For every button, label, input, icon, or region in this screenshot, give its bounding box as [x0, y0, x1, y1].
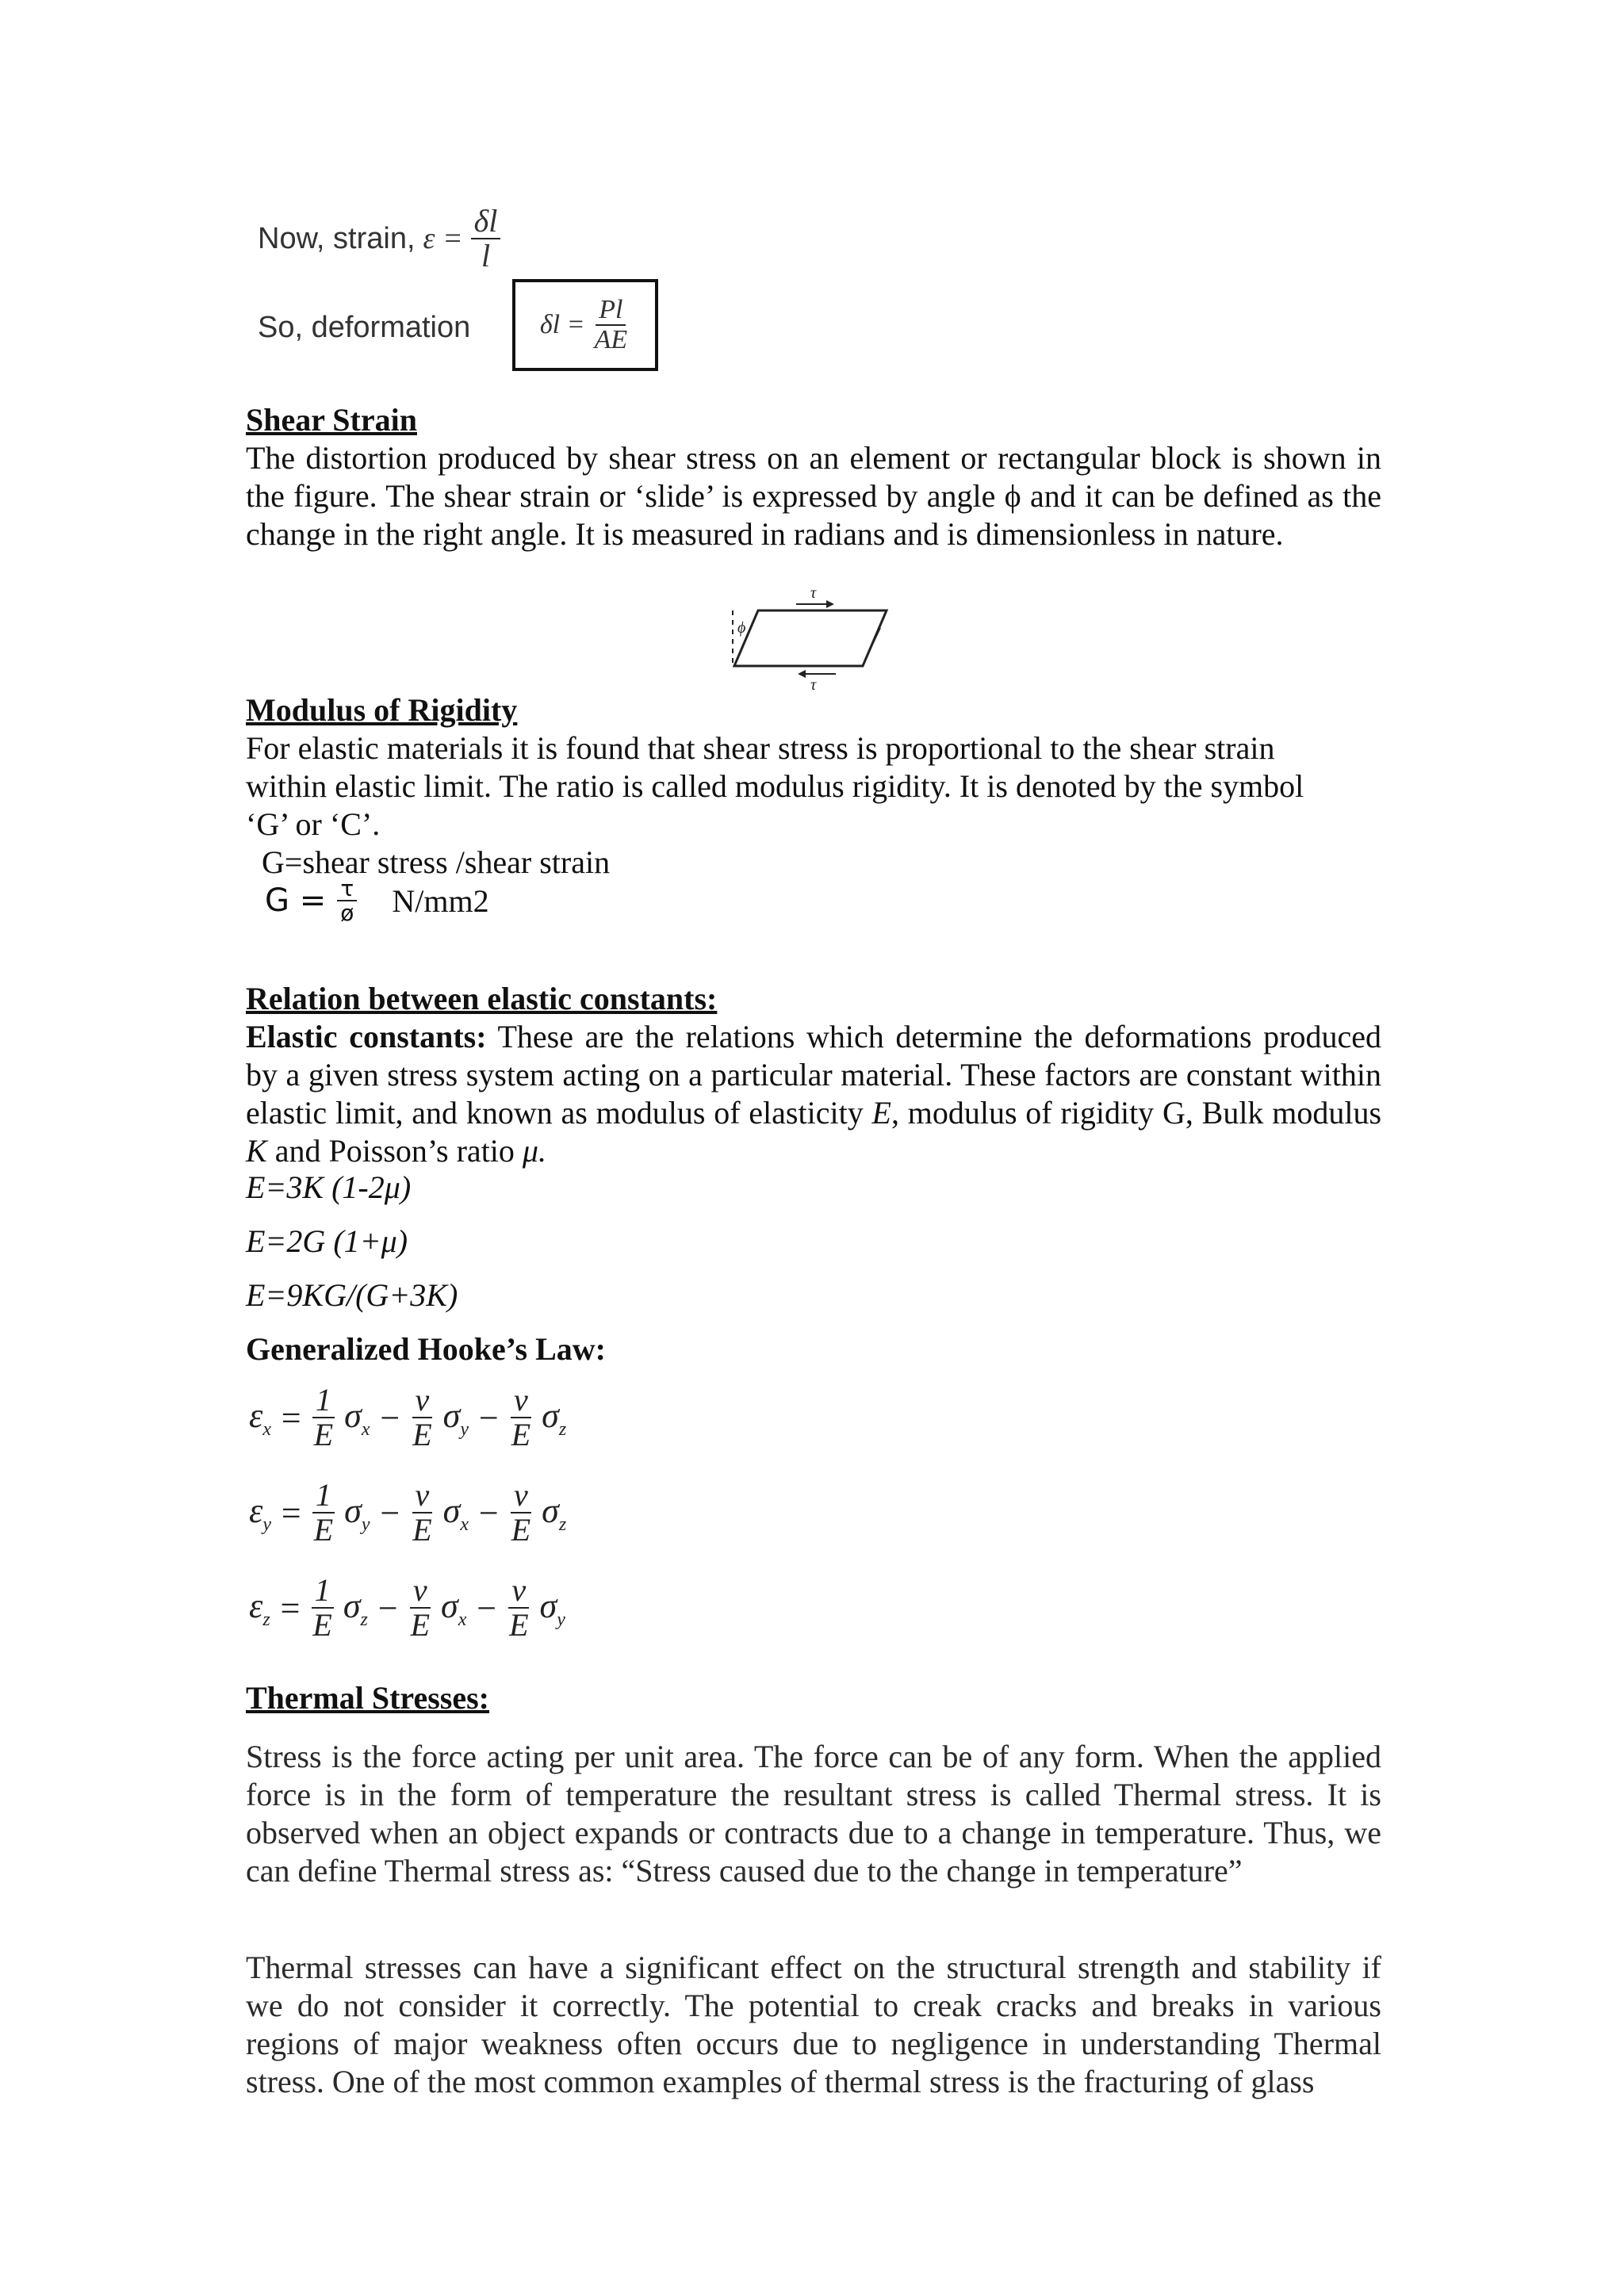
rigidity-numerator: τ: [337, 877, 357, 901]
stress-term-2-symbol: σ: [441, 1586, 458, 1625]
phi-label: ϕ: [737, 619, 746, 637]
stress-term-3-symbol: σ: [542, 1395, 559, 1435]
elastic-constants-lead: Elastic constants:: [246, 1019, 487, 1054]
term-3-fraction: [508, 1479, 534, 1547]
term-2-fraction: [408, 1574, 433, 1642]
minus-sign: −: [474, 1588, 499, 1628]
term-1-fraction-denominator: E: [313, 1417, 334, 1452]
stress-term-1-subscript: z: [360, 1609, 368, 1630]
thermal-stresses-paragraph-1: Stress is the force acting per unit area. The force can be of any form. When the applied force is in the form of temperature the resultant stress is called Thermal stress. It is observed when an object expands or contracts due to a change in temperature. Thus, we can define Thermal stress as: “Stress caused due to the change in temperature”: [246, 1739, 1381, 1888]
tau-bottom-label: τ: [810, 676, 817, 694]
strain-denominator: l: [481, 238, 491, 274]
hooke-equation-row: [249, 1560, 566, 1655]
stress-term-1-symbol: σ: [343, 1586, 361, 1625]
term-3-fraction-denominator: E: [511, 1512, 531, 1548]
stress-term-1-symbol: σ: [344, 1395, 362, 1435]
strain-symbol: ε: [249, 1586, 263, 1625]
term-2-fraction-numerator: ν: [412, 1479, 433, 1513]
stress-term-2: [443, 1490, 469, 1536]
strain-fraction: [471, 205, 501, 273]
rigidity-fraction: [337, 877, 357, 925]
shear-strain-figure: [725, 584, 899, 694]
elastic-constants-text-2: , modulus of rigidity G, Bulk modulus: [891, 1095, 1382, 1131]
deformation-label: So, deformation: [258, 311, 471, 344]
stress-term-3-subscript: z: [558, 1513, 567, 1535]
minus-sign: −: [477, 1398, 500, 1437]
term-2-fraction-denominator: E: [410, 1607, 431, 1643]
strain-symbol: ε: [249, 1395, 263, 1435]
now-strain-label: Now, strain,: [258, 221, 416, 255]
term-1-fraction-denominator: E: [313, 1512, 334, 1548]
rigidity-formula-text: G=shear stress /shear strain: [262, 844, 611, 880]
hooke-equation-row: [249, 1370, 566, 1465]
shear-strain-heading: Shear Strain: [246, 402, 417, 438]
strain-symbol: ε: [249, 1490, 263, 1530]
tau-bottom-arrowhead: [798, 670, 806, 678]
stress-term-2: [441, 1586, 466, 1631]
equation-e-9kg: E=9KG/(G+3K): [246, 1277, 458, 1313]
term-1-fraction-denominator: E: [312, 1607, 332, 1643]
term-3-fraction-denominator: E: [511, 1417, 531, 1452]
stress-term-3: [542, 1395, 566, 1441]
strain-numerator: δl: [471, 205, 501, 239]
strain-equation: [258, 205, 500, 273]
term-2-fraction-numerator: ν: [412, 1383, 433, 1418]
strain-x: [249, 1395, 271, 1441]
equals-sign: =: [279, 1493, 303, 1533]
stress-term-2-subscript: x: [458, 1609, 467, 1630]
shear-strain-paragraph: The distortion produced by shear stress on an element or rectangular block is shown in the figure. The shear strain or ‘slide’ is expressed by angle ϕ and it can be defined as the change in the right angle. It is measured in radians and is dimensionless in nature.: [246, 440, 1381, 552]
rigidity-units: N/mm2: [392, 882, 489, 919]
term-1-fraction: [309, 1574, 335, 1642]
term-1-fraction-numerator: 1: [312, 1574, 334, 1609]
thermal-stresses-heading: Thermal Stresses:: [246, 1680, 489, 1716]
hookes-law-equations: [249, 1370, 566, 1655]
stress-term-2-subscript: x: [460, 1513, 469, 1535]
stress-term-3-subscript: y: [557, 1609, 565, 1630]
stress-term-2-symbol: σ: [442, 1490, 461, 1530]
elastic-constants-text: These are the relations which determine the deformations produced by a given stress system acting on a particular material. These factors are constant within elastic limit, and known as modulus of elasticity: [246, 1019, 1382, 1131]
stress-term-1-symbol: σ: [344, 1490, 362, 1530]
term-2-fraction-numerator: ν: [410, 1574, 431, 1609]
elastic-constants-text-3: and Poisson’s ratio: [266, 1133, 523, 1169]
modulus-rigidity-line3: ‘G’ or ‘C’.: [246, 806, 381, 842]
rigidity-denominator: ø: [340, 900, 354, 927]
hooke-equation-row: [249, 1465, 566, 1560]
term-2-fraction-denominator: E: [412, 1512, 432, 1548]
thermal-stresses-paragraph-2: Thermal stresses can have a significant effect on the structural strength and stability if we do not consider it correctly. The potential to creak cracks and breaks in various regions of major weakness often occurs due to negligence in understanding Thermal stress. One of the most common examples of thermal stress is the fracturing of glass: [246, 1950, 1381, 2099]
modulus-rigidity-line1: For elastic materials it is found that shear stress is proportional to the shear strain: [246, 730, 1275, 766]
rigidity-formula: [265, 877, 489, 925]
term-2-fraction: [409, 1383, 435, 1452]
stress-term-3-symbol: σ: [542, 1490, 559, 1530]
rigidity-formula-lhs: G =: [265, 882, 327, 920]
stress-term-3-subscript: z: [558, 1418, 567, 1440]
term-1-fraction-numerator: 1: [312, 1479, 335, 1513]
term-2-fraction-denominator: E: [412, 1417, 432, 1452]
strain-y: [249, 1490, 271, 1536]
tau-top-label: τ: [810, 584, 817, 602]
modulus-rigidity-heading: Modulus of Rigidity: [246, 692, 518, 728]
epsilon-symbol: ε =: [423, 222, 463, 255]
strain-subscript: z: [262, 1609, 270, 1630]
strain-subscript: x: [262, 1418, 271, 1440]
symbol-mu: μ.: [522, 1133, 546, 1169]
term-3-fraction-denominator: E: [509, 1607, 529, 1643]
stress-term-1: [344, 1490, 370, 1536]
term-3-fraction-numerator: ν: [508, 1574, 529, 1609]
strain-z: [249, 1586, 270, 1631]
stress-term-3: [542, 1490, 566, 1536]
stress-term-2-subscript: y: [460, 1418, 469, 1440]
deformation-denominator: AE: [594, 325, 628, 354]
equals-sign: =: [279, 1398, 303, 1437]
term-1-fraction: [311, 1479, 336, 1547]
minus-sign: −: [377, 1493, 402, 1533]
stress-term-3: [540, 1586, 565, 1631]
modulus-rigidity-line2: within elastic limit. The ratio is called modulus rigidity. It is denoted by the symbol: [246, 768, 1304, 804]
stress-term-1: [344, 1395, 370, 1441]
delta-l-lhs: δl =: [539, 310, 585, 339]
symbol-k: K: [246, 1133, 267, 1169]
term-1-fraction-numerator: 1: [312, 1383, 335, 1418]
symbol-e: E: [871, 1095, 891, 1131]
strain-subscript: y: [262, 1513, 271, 1535]
deformation-fraction: [592, 296, 631, 354]
stress-term-2: [443, 1395, 469, 1441]
term-3-fraction: [506, 1574, 531, 1642]
equation-e-2g: E=2G (1+μ): [246, 1223, 408, 1259]
term-3-fraction: [508, 1383, 534, 1452]
stress-term-1-subscript: x: [361, 1418, 370, 1440]
stress-term-1-subscript: y: [361, 1513, 370, 1535]
term-3-fraction-numerator: ν: [511, 1383, 531, 1418]
stress-term-3-symbol: σ: [539, 1586, 557, 1625]
equation-e-3k: E=3K (1-2μ): [246, 1169, 412, 1205]
minus-sign: −: [377, 1398, 402, 1437]
right-side-arrow: [866, 628, 880, 658]
stress-term-1: [343, 1586, 368, 1631]
hookes-law-heading: Generalized Hooke’s Law:: [246, 1331, 607, 1367]
elastic-constants-paragraph: [246, 1018, 1381, 1170]
equals-sign: =: [278, 1588, 302, 1628]
term-3-fraction-numerator: ν: [511, 1479, 531, 1513]
elastic-constants-heading: Relation between elastic constants:: [246, 981, 718, 1016]
term-1-fraction: [311, 1383, 336, 1452]
stress-term-2-symbol: σ: [442, 1395, 461, 1435]
minus-sign: −: [375, 1588, 400, 1628]
deformation-formula-box: [512, 279, 658, 371]
tau-top-arrowhead: [826, 600, 834, 608]
term-2-fraction: [409, 1479, 435, 1547]
deformation-numerator: Pl: [596, 296, 626, 326]
minus-sign: −: [477, 1493, 500, 1533]
sheared-block: [734, 610, 887, 666]
